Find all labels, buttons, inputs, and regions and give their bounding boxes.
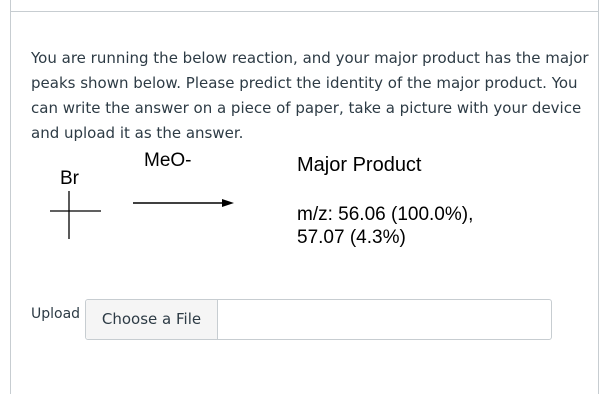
product-title: Major Product [297,154,422,176]
mass-peaks-line-1: m/z: 56.06 (100.0%), [297,204,474,225]
choose-file-button[interactable]: Choose a File [86,300,218,339]
question-text: You are running the below reaction, and your major product has the major peaks shown below. Please predict the identity of the major product. You can write the answer on a piece of paper, take a picture with your device and upload it as the answer. [31,49,589,142]
file-input[interactable] [85,299,552,340]
reagent-label: MeO- [144,150,192,171]
upload-label: Upload [31,306,81,322]
previous-question-frame [10,0,599,12]
mass-peaks-line-2: 57.07 (4.3%) [297,227,406,248]
bromine-label: Br [60,168,79,189]
